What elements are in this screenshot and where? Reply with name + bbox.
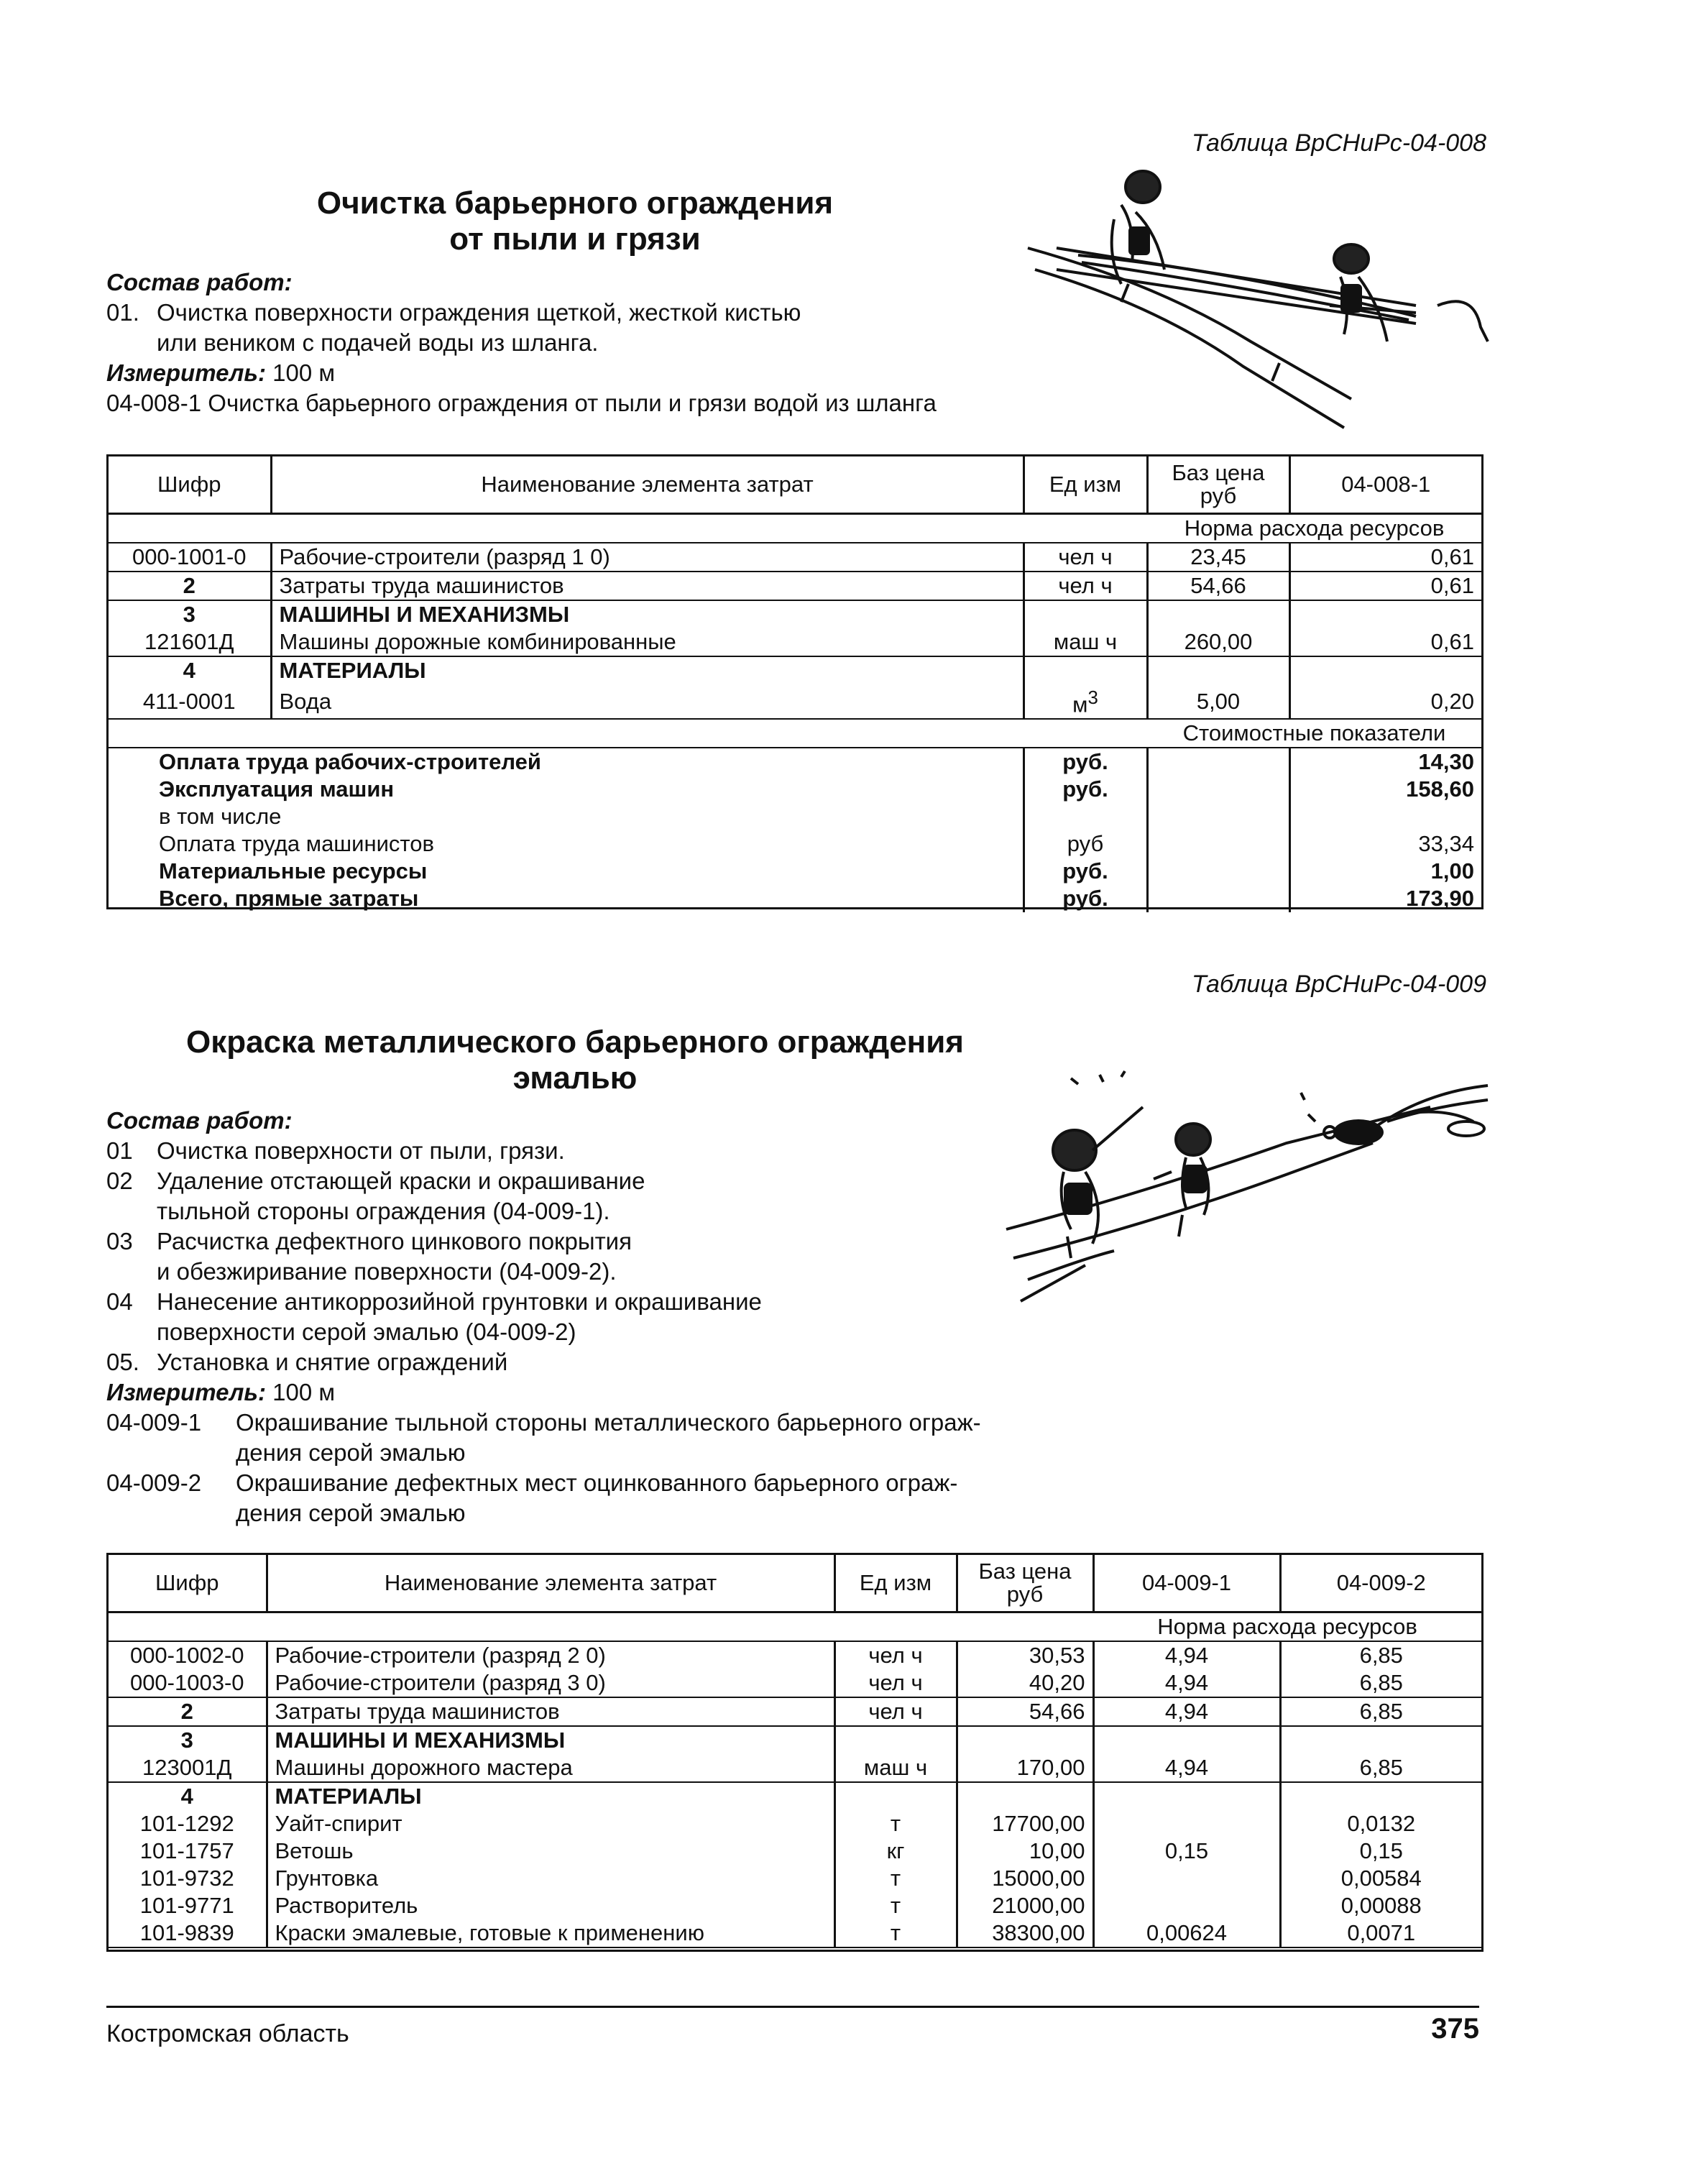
cost-value: 1,00 bbox=[1289, 858, 1481, 885]
cost-empty bbox=[1147, 803, 1289, 830]
code-text: Очистка барьерного ограждения от пыли и грязи водой из шланга bbox=[208, 390, 937, 416]
table-row bbox=[109, 1754, 1481, 1782]
header-cell: 04-009-1 bbox=[1093, 1555, 1280, 1612]
cell-value-2 bbox=[1280, 1726, 1481, 1754]
title-line: от пыли и грязи bbox=[449, 221, 701, 257]
section-row bbox=[109, 1612, 1481, 1642]
cell-value: 0,61 bbox=[1289, 628, 1481, 656]
cell-value: 0,61 bbox=[1289, 572, 1481, 600]
code-text: дения серой эмалью bbox=[236, 1500, 466, 1526]
cost-empty bbox=[1147, 748, 1289, 776]
cost-empty bbox=[1147, 830, 1289, 858]
cost-value: 33,34 bbox=[1289, 830, 1481, 858]
header-cell: Ед изм bbox=[1024, 456, 1147, 514]
cost-unit: руб. bbox=[1024, 748, 1147, 776]
table-row bbox=[109, 1810, 1481, 1837]
work-text: тыльной стороны ограждения (04-009-1). bbox=[157, 1198, 610, 1224]
header-cell: Наименование элемента затрат bbox=[267, 1555, 834, 1612]
section-row bbox=[109, 514, 1481, 543]
cell-price: 17700,00 bbox=[957, 1810, 1093, 1837]
cell-value-1: 0,00624 bbox=[1093, 1919, 1280, 1947]
cell-value-1: 4,94 bbox=[1093, 1641, 1280, 1669]
cell-name: Грунтовка bbox=[267, 1865, 834, 1892]
cell-name: Рабочие-строители (разряд 2 0) bbox=[267, 1641, 834, 1669]
cell-name: Краски эмалевые, готовые к применению bbox=[267, 1919, 834, 1947]
cost-value: 173,90 bbox=[1289, 885, 1481, 912]
page-number: 375 bbox=[1431, 2013, 1479, 2045]
cell-unit: т bbox=[834, 1810, 957, 1837]
cell-value-1: 4,94 bbox=[1093, 1754, 1280, 1782]
header-line: руб bbox=[1006, 1582, 1044, 1607]
cell-price: 170,00 bbox=[957, 1754, 1093, 1782]
table-row bbox=[109, 1919, 1481, 1947]
header-cell: Шифр bbox=[109, 456, 271, 514]
code-line-cont bbox=[236, 1438, 466, 1468]
cell-value-2: 0,0132 bbox=[1280, 1810, 1481, 1837]
code-line bbox=[106, 388, 937, 418]
cell-value-1 bbox=[1093, 1726, 1280, 1754]
cell-price bbox=[957, 1726, 1093, 1754]
work-text: Очистка поверхности ограждения щеткой, жесткой кистью bbox=[157, 299, 801, 326]
cell-value-2: 6,85 bbox=[1280, 1697, 1481, 1726]
cell-value: 0,20 bbox=[1289, 684, 1481, 719]
title-line: эмалью bbox=[512, 1060, 638, 1096]
table-row bbox=[109, 572, 1481, 600]
work-item-cont bbox=[157, 328, 598, 358]
work-number: 01. bbox=[106, 299, 139, 326]
table-tag: Таблица ВрСНиРс-04-009 bbox=[1191, 971, 1486, 998]
cell-code: 101-1757 bbox=[139, 1838, 234, 1863]
work-text: и обезжиривание поверхности (04-009-2). bbox=[157, 1258, 617, 1285]
cell-code: 121601Д bbox=[109, 628, 271, 656]
meter-line bbox=[106, 1377, 335, 1408]
meter-line bbox=[106, 358, 335, 388]
cell-unit: чел ч bbox=[1024, 543, 1147, 572]
table-row bbox=[109, 1892, 1481, 1919]
cell-value-1 bbox=[1093, 1892, 1280, 1919]
cell-unit bbox=[1024, 684, 1147, 719]
section-label: Норма расхода ресурсов bbox=[1093, 1612, 1481, 1642]
works-label: Состав работ: bbox=[106, 269, 293, 295]
header-cell: 04-009-2 bbox=[1280, 1555, 1481, 1612]
work-number: 02 bbox=[106, 1167, 133, 1194]
cell-value-1 bbox=[1093, 1782, 1280, 1810]
title-line: Окраска металлического барьерного ограждения bbox=[186, 1024, 964, 1060]
table-header bbox=[109, 456, 1481, 514]
cell-code: 3 bbox=[183, 602, 196, 627]
header-line: руб bbox=[1200, 483, 1237, 508]
cell-unit: т bbox=[834, 1919, 957, 1947]
cost-table-2 bbox=[109, 1555, 1481, 1948]
code-id: 04-008-1 bbox=[106, 390, 202, 416]
cell-price: 15000,00 bbox=[957, 1865, 1093, 1892]
cell-unit: маш ч bbox=[1024, 628, 1147, 656]
cell-value-1: 4,94 bbox=[1093, 1669, 1280, 1697]
cost-row bbox=[109, 803, 1481, 830]
work-text: или веником с подачей воды из шланга. bbox=[157, 329, 599, 356]
cell-value-2: 0,00088 bbox=[1280, 1892, 1481, 1919]
cell-price: 54,66 bbox=[957, 1697, 1093, 1726]
work-number: 04 bbox=[106, 1288, 133, 1315]
work-number: 05. bbox=[106, 1349, 139, 1375]
workers-painting-illustration bbox=[999, 1064, 1495, 1323]
cell-value-2: 0,0071 bbox=[1280, 1919, 1481, 1947]
cost-row bbox=[109, 858, 1481, 885]
code-line bbox=[106, 1408, 981, 1438]
section-label: Стоимостные показатели bbox=[1147, 719, 1481, 748]
cell-name: МАШИНЫ И МЕХАНИЗМЫ bbox=[271, 600, 1024, 628]
cell-unit bbox=[1024, 656, 1147, 684]
title-line: Очистка барьерного ограждения bbox=[316, 185, 834, 221]
workers-washing-illustration bbox=[1013, 162, 1495, 435]
cell-name: Затраты труда машинистов bbox=[267, 1697, 834, 1726]
cost-unit: руб. bbox=[1024, 858, 1147, 885]
cell-unit: т bbox=[834, 1892, 957, 1919]
cell-code: 411-0001 bbox=[109, 684, 271, 719]
cell-name: Машины дорожного мастера bbox=[267, 1754, 834, 1782]
cell-price: 40,20 bbox=[957, 1669, 1093, 1697]
section-label: Норма расхода ресурсов bbox=[1147, 514, 1481, 543]
cost-name: Всего, прямые затраты bbox=[159, 886, 419, 912]
code-line-cont bbox=[236, 1498, 466, 1528]
table-row bbox=[109, 543, 1481, 572]
cell-name: МАШИНЫ И МЕХАНИЗМЫ bbox=[267, 1726, 834, 1754]
code-text: Окрашивание тыльной стороны металлического барьерного ограж- bbox=[236, 1409, 981, 1436]
cost-empty bbox=[1147, 885, 1289, 912]
cell-name: Вода bbox=[271, 684, 1024, 719]
cost-unit: руб bbox=[1024, 830, 1147, 858]
cell-value-1: 4,94 bbox=[1093, 1697, 1280, 1726]
section-title bbox=[187, 185, 963, 257]
cell-value-2: 0,00584 bbox=[1280, 1865, 1481, 1892]
cell-price bbox=[957, 1782, 1093, 1810]
cell-code: 000-1002-0 bbox=[129, 1643, 244, 1668]
cost-empty bbox=[1147, 858, 1289, 885]
cost-row bbox=[109, 748, 1481, 776]
cell-unit bbox=[1024, 600, 1147, 628]
cell-price: 23,45 bbox=[1147, 543, 1289, 572]
cost-unit: руб. bbox=[1024, 885, 1147, 912]
cost-name: Оплата труда рабочих-строителей bbox=[159, 749, 541, 775]
cell-value-1 bbox=[1093, 1865, 1280, 1892]
work-item bbox=[106, 1166, 645, 1196]
cost-value bbox=[1289, 803, 1481, 830]
cost-value: 14,30 bbox=[1289, 748, 1481, 776]
cell-code: 4 bbox=[180, 1784, 193, 1809]
table-row bbox=[109, 1726, 1481, 1754]
cell-code: 000-1003-0 bbox=[109, 1669, 267, 1697]
cell-value: 0,61 bbox=[1289, 543, 1481, 572]
cell-name: Затраты труда машинистов bbox=[271, 572, 1024, 600]
table-tag: Таблица ВрСНиРс-04-008 bbox=[1191, 129, 1486, 157]
cell-code: 101-1292 bbox=[139, 1811, 234, 1836]
work-text: Очистка поверхности от пыли, грязи. bbox=[157, 1137, 565, 1164]
header-cell bbox=[957, 1555, 1093, 1612]
section-row bbox=[109, 719, 1481, 748]
cell-code: 000-1001-0 bbox=[109, 543, 271, 572]
cell-unit: чел ч bbox=[834, 1641, 957, 1669]
cell-unit: т bbox=[834, 1865, 957, 1892]
unit-superscript: 3 bbox=[1087, 688, 1098, 708]
cell-unit: чел ч bbox=[1024, 572, 1147, 600]
meter-label: Измеритель: bbox=[106, 359, 266, 386]
header-cell bbox=[1147, 456, 1289, 514]
work-number: 01 bbox=[106, 1137, 133, 1164]
table-row bbox=[109, 628, 1481, 656]
work-item-cont bbox=[157, 1196, 610, 1226]
cell-name: Уайт-спирит bbox=[267, 1810, 834, 1837]
cell-price: 30,53 bbox=[957, 1641, 1093, 1669]
cost-unit bbox=[1024, 803, 1147, 830]
cell-code: 123001Д bbox=[109, 1754, 267, 1782]
cost-table-1 bbox=[109, 456, 1481, 912]
cost-name: Оплата труда машинистов bbox=[159, 831, 434, 857]
cell-price: 38300,00 bbox=[957, 1919, 1093, 1947]
cell-code: 101-9839 bbox=[109, 1919, 267, 1947]
header-line: Баз цена bbox=[978, 1559, 1072, 1584]
meter-label: Измеритель: bbox=[106, 1379, 266, 1405]
cell-price: 10,00 bbox=[957, 1837, 1093, 1865]
work-text: поверхности серой эмалью (04-009-2) bbox=[157, 1318, 576, 1345]
table-row bbox=[109, 1641, 1481, 1669]
cell-price bbox=[1147, 600, 1289, 628]
work-text: Установка и снятие ограждений bbox=[157, 1349, 508, 1375]
table-header bbox=[109, 1555, 1481, 1612]
header-line: Баз цена bbox=[1172, 460, 1265, 485]
work-item bbox=[106, 1136, 565, 1166]
header-cell: Шифр bbox=[109, 1555, 267, 1612]
code-line bbox=[106, 1468, 957, 1498]
cell-price: 5,00 bbox=[1147, 684, 1289, 719]
cell-unit: маш ч bbox=[834, 1754, 957, 1782]
table-row bbox=[109, 600, 1481, 628]
cost-row bbox=[109, 885, 1481, 912]
table-row bbox=[109, 1782, 1481, 1810]
meter-value: 100 м bbox=[272, 1379, 336, 1405]
header-cell: Наименование элемента затрат bbox=[271, 456, 1024, 514]
cost-empty bbox=[1147, 776, 1289, 803]
cell-unit: кг bbox=[834, 1837, 957, 1865]
work-item-cont bbox=[157, 1317, 576, 1347]
cell-unit: чел ч bbox=[834, 1669, 957, 1697]
work-item-cont bbox=[157, 1257, 617, 1287]
cell-value bbox=[1289, 600, 1481, 628]
cell-value-2: 6,85 bbox=[1280, 1754, 1481, 1782]
table-row bbox=[109, 1865, 1481, 1892]
cell-price: 260,00 bbox=[1147, 628, 1289, 656]
cell-name: Машины дорожные комбинированные bbox=[271, 628, 1024, 656]
work-item bbox=[106, 1226, 632, 1257]
cell-name: Растворитель bbox=[267, 1892, 834, 1919]
cell-value-2: 6,85 bbox=[1280, 1669, 1481, 1697]
cost-row bbox=[109, 776, 1481, 803]
cell-name: Ветошь bbox=[267, 1837, 834, 1865]
cell-unit: чел ч bbox=[834, 1697, 957, 1726]
works-label: Состав работ: bbox=[106, 1107, 293, 1134]
cell-code: 2 bbox=[109, 572, 271, 600]
cost-value: 158,60 bbox=[1289, 776, 1481, 803]
table-row bbox=[109, 1669, 1481, 1697]
work-item bbox=[106, 1347, 507, 1377]
cell-code: 2 bbox=[109, 1697, 267, 1726]
work-item bbox=[106, 298, 801, 328]
cell-price: 21000,00 bbox=[957, 1892, 1093, 1919]
table-row bbox=[109, 1837, 1481, 1865]
table-row bbox=[109, 656, 1481, 684]
cell-value-2 bbox=[1280, 1782, 1481, 1810]
table-row bbox=[109, 684, 1481, 719]
meter-value: 100 м bbox=[272, 359, 336, 386]
cell-name: Рабочие-строители (разряд 1 0) bbox=[271, 543, 1024, 572]
code-id: 04-009-1 bbox=[106, 1409, 202, 1436]
cell-code: 101-9771 bbox=[139, 1893, 234, 1918]
cost-name: Материальные ресурсы bbox=[159, 858, 428, 884]
cell-unit bbox=[834, 1782, 957, 1810]
work-number: 03 bbox=[106, 1228, 133, 1254]
work-item bbox=[106, 1287, 762, 1317]
cell-code: 4 bbox=[183, 658, 196, 683]
cell-value-2: 0,15 bbox=[1280, 1837, 1481, 1865]
cell-code: 101-9732 bbox=[139, 1866, 234, 1891]
work-text: Удаление отстающей краски и окрашивание bbox=[157, 1167, 645, 1194]
code-text: Окрашивание дефектных мест оцинкованного барьерного ограж- bbox=[236, 1469, 958, 1496]
cell-name: МАТЕРИАЛЫ bbox=[271, 656, 1024, 684]
unit-text: м bbox=[1072, 692, 1088, 717]
footer-rule bbox=[106, 2006, 1479, 2008]
cell-value-1 bbox=[1093, 1810, 1280, 1837]
work-text: Нанесение антикоррозийной грунтовки и окрашивание bbox=[157, 1288, 762, 1315]
cost-name: в том числе bbox=[159, 804, 282, 830]
code-id: 04-009-2 bbox=[106, 1469, 202, 1496]
cell-price: 54,66 bbox=[1147, 572, 1289, 600]
work-text: Расчистка дефектного цинкового покрытия bbox=[157, 1228, 632, 1254]
cost-row bbox=[109, 830, 1481, 858]
section-title bbox=[122, 1024, 1028, 1096]
cell-unit bbox=[834, 1726, 957, 1754]
cost-name: Эксплуатация машин bbox=[159, 776, 395, 802]
header-cell: 04-008-1 bbox=[1289, 456, 1481, 514]
cell-name: МАТЕРИАЛЫ bbox=[267, 1782, 834, 1810]
cell-code: 3 bbox=[180, 1728, 193, 1753]
cell-value bbox=[1289, 656, 1481, 684]
cell-value-2: 6,85 bbox=[1280, 1641, 1481, 1669]
cell-name: Рабочие-строители (разряд 3 0) bbox=[267, 1669, 834, 1697]
table-row bbox=[109, 1697, 1481, 1726]
code-text: дения серой эмалью bbox=[236, 1439, 466, 1466]
header-cell: Ед изм bbox=[834, 1555, 957, 1612]
cell-value-1: 0,15 bbox=[1093, 1837, 1280, 1865]
cost-unit: руб. bbox=[1024, 776, 1147, 803]
cell-price bbox=[1147, 656, 1289, 684]
footer-region: Костромская область bbox=[106, 2020, 349, 2047]
